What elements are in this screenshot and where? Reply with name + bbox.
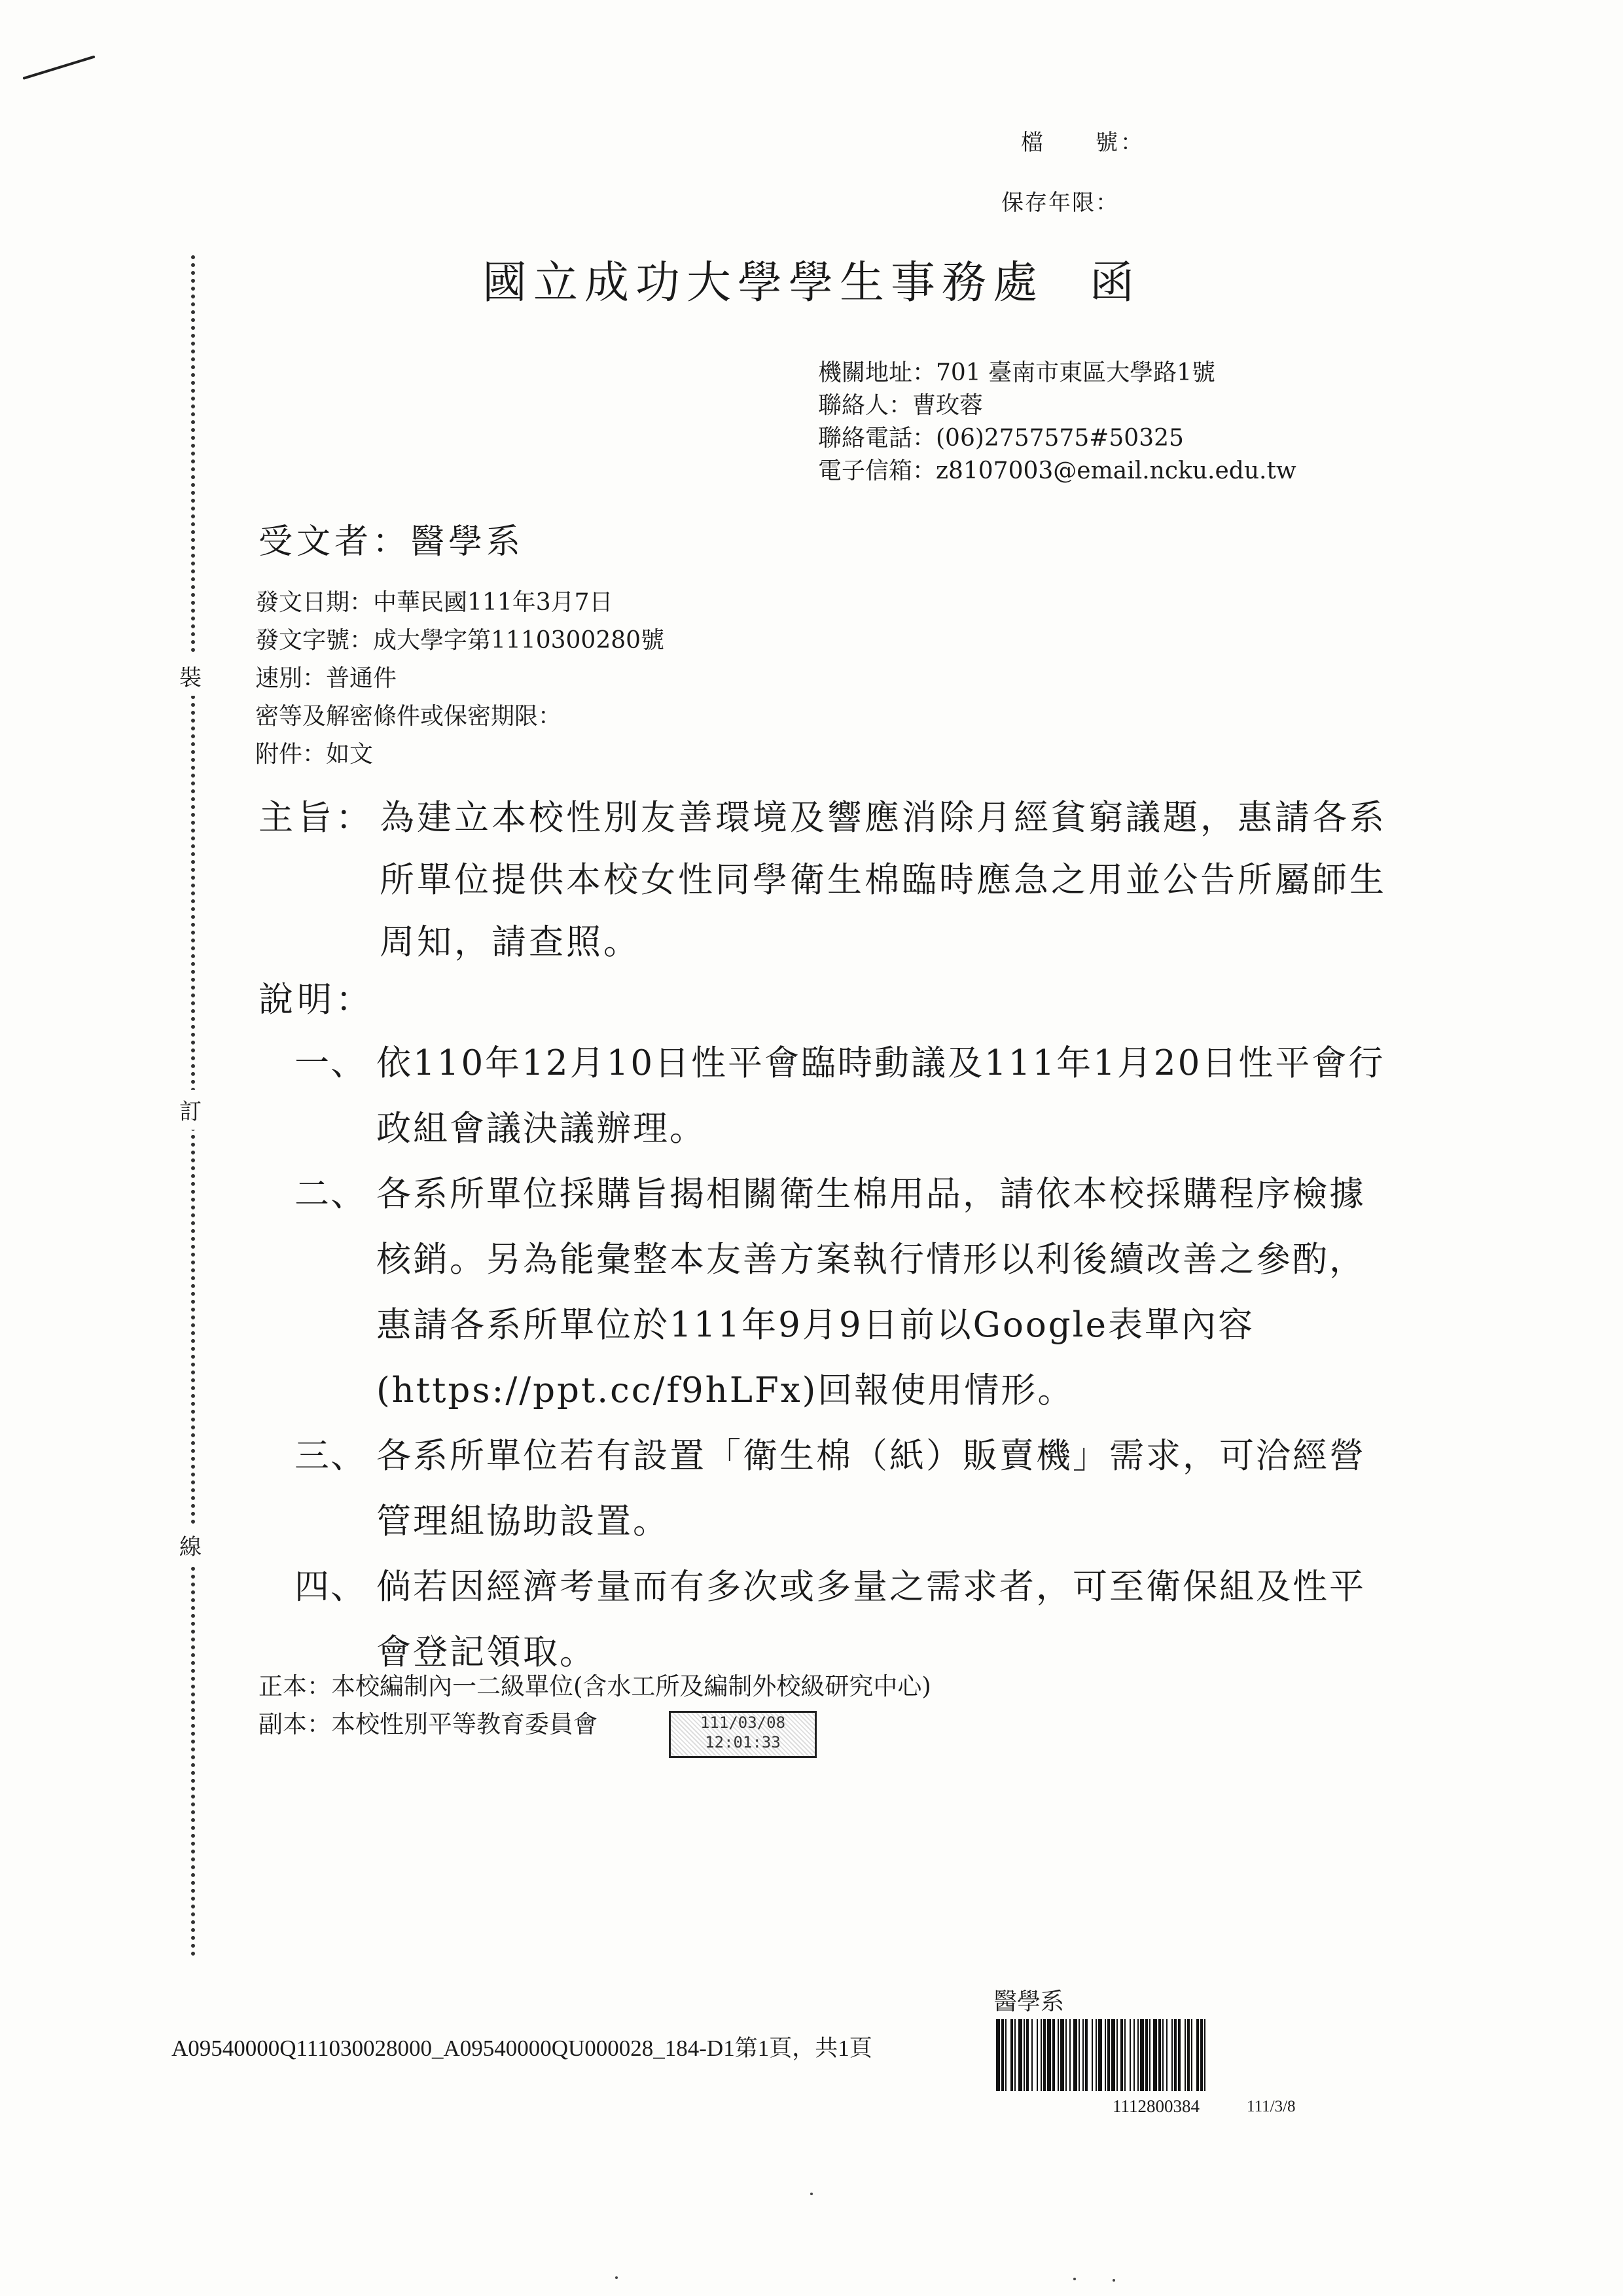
page-indicator: 第1頁，共1頁 xyxy=(734,2036,872,2061)
secrecy-level: 密等及解密條件或保密期限： xyxy=(255,703,562,730)
list-item xyxy=(294,1031,1400,1162)
barcode-bar xyxy=(1079,2019,1080,2091)
dispatch-meta xyxy=(255,584,664,774)
received-date-stamp xyxy=(669,1711,817,1758)
item-text: 各系所單位若有設置「衛生棉（紙）販賣機」需求，可洽經營管理組協助設置。 xyxy=(376,1436,1366,1541)
barcode-bar xyxy=(1073,2019,1077,2091)
scan-speck xyxy=(810,2193,813,2195)
binding-mark-bind: 裝 xyxy=(179,656,202,696)
item-number: 二、 xyxy=(294,1174,366,1214)
barcode-number: 1112800384 xyxy=(1113,2096,1200,2116)
barcode-bar xyxy=(1096,2019,1097,2091)
barcode-bar xyxy=(1060,2019,1064,2091)
barcode-bar xyxy=(1200,2019,1203,2091)
barcode-bar xyxy=(1018,2019,1022,2091)
contact-email: 電子信箱：z8107003@email.ncku.edu.tw xyxy=(818,457,1296,484)
list-item xyxy=(294,1554,1400,1685)
file-number-label: 檔 號： xyxy=(1021,130,1145,156)
copy-recipients: 副本：本校性別平等教育委員會 xyxy=(259,1710,597,1738)
pen-mark xyxy=(22,55,95,79)
barcode-bar xyxy=(1026,2019,1029,2091)
barcode-bar xyxy=(1187,2019,1190,2091)
barcode-bar xyxy=(1196,2019,1199,2091)
barcode-bar xyxy=(1092,2019,1093,2091)
barcode-bar xyxy=(1005,2019,1007,2091)
contact-address: 機關地址：701 臺南市東區大學路1號 xyxy=(818,359,1216,386)
issuing-organization: 國立成功大學學生事務處 xyxy=(482,257,1044,309)
barcode-bar xyxy=(1137,2019,1139,2091)
barcode-bar xyxy=(1120,2019,1123,2091)
retention-period-label: 保存年限： xyxy=(1001,190,1119,216)
list-item xyxy=(294,1424,1400,1554)
barcode-bar xyxy=(1124,2019,1126,2091)
barcode-bar xyxy=(1149,2019,1150,2091)
issue-date: 發文日期：中華民國111年3月7日 xyxy=(255,589,613,616)
barcode-bar xyxy=(1140,2019,1144,2091)
attachment: 附件：如文 xyxy=(255,741,374,768)
footer-document-code xyxy=(171,2030,872,2063)
binding-mark-line: 線 xyxy=(179,1525,202,1565)
barcode-bar xyxy=(1191,2019,1192,2091)
barcode-bar xyxy=(1185,2019,1186,2091)
item-text: 依110年12月10日性平會臨時動議及111年1月20日性平會行政組會議決議辦理。 xyxy=(376,1043,1385,1149)
barcode-bar xyxy=(1001,2019,1004,2091)
subject-label: 主旨： xyxy=(259,798,374,838)
item-text: 各系所單位採購旨揭相關衛生棉用品，請依本校採購程序檢據核銷。另為能彙整本友善方案執行情形以利後續改善之參酌，惠請各系所單位於111年9月9日前以Google表單內容(https://ppt.cc/f9hLFx)回報使用情形。 xyxy=(376,1174,1366,1410)
barcode-bar xyxy=(1107,2019,1110,2091)
distribution-list xyxy=(259,1668,931,1744)
barcode-bar xyxy=(1162,2019,1164,2091)
barcode-bar xyxy=(1098,2019,1102,2091)
item-number: 一、 xyxy=(294,1043,366,1083)
barcode-bar xyxy=(1111,2019,1115,2091)
item-number: 三、 xyxy=(294,1436,366,1476)
barcode-bar xyxy=(1153,2019,1157,2091)
barcode-bar xyxy=(996,2019,1000,2091)
scan-speck xyxy=(1073,2278,1076,2280)
barcode-bar xyxy=(1158,2019,1161,2091)
barcode-bar xyxy=(1130,2019,1131,2091)
barcode-bar xyxy=(1043,2019,1046,2091)
recipient: 受文者：醫學系 xyxy=(259,522,525,562)
barcode-bar xyxy=(1010,2019,1013,2091)
item-number: 四、 xyxy=(294,1567,366,1607)
barcode-bar xyxy=(1105,2019,1106,2091)
barcode-date: 111/3/8 xyxy=(1247,2098,1296,2115)
barcode-bar xyxy=(1166,2019,1168,2091)
barcode-bar xyxy=(1178,2019,1181,2091)
scan-speck xyxy=(1113,2279,1115,2282)
barcode-bar xyxy=(1085,2019,1088,2091)
stamp-time: 12:01:33 xyxy=(705,1733,781,1751)
scan-speck xyxy=(615,2276,618,2279)
item-text: 倘若因經濟考量而有多次或多量之需求者，可至衛保組及性平會登記領取。 xyxy=(376,1567,1366,1672)
contact-block xyxy=(818,357,1296,488)
barcode-bar xyxy=(1145,2019,1148,2091)
barcode-bar xyxy=(1031,2019,1033,2091)
barcode-bar xyxy=(1037,2019,1038,2091)
barcode-bar xyxy=(1058,2019,1059,2091)
document-code: A09540000Q111030028000_A09540000QU000028_184-D1 xyxy=(171,2036,735,2061)
binding-mark-staple: 訂 xyxy=(179,1090,202,1130)
barcode-bar xyxy=(1174,2019,1177,2091)
barcode-bar xyxy=(1133,2019,1135,2091)
list-item xyxy=(294,1162,1400,1424)
barcode-bar xyxy=(1171,2019,1173,2091)
delivery-speed: 速別：普通件 xyxy=(255,665,397,692)
barcode-bar xyxy=(1014,2019,1016,2091)
barcode-bar xyxy=(1116,2019,1118,2091)
document-kind: 函 xyxy=(1090,257,1141,309)
barcode-bar xyxy=(1204,2019,1205,2091)
barcode-bar xyxy=(1052,2019,1055,2091)
barcode-bar xyxy=(1024,2019,1025,2091)
barcode-bar xyxy=(1065,2019,1067,2091)
barcode-bar xyxy=(1047,2019,1051,2091)
contact-phone: 聯絡電話：(06)2757575#50325 xyxy=(818,425,1184,452)
reference-number: 發文字號：成大學字第1110300280號 xyxy=(255,627,665,654)
barcode-bar xyxy=(1082,2019,1084,2091)
explanation-label: 說明： xyxy=(259,980,374,1020)
subject-text: 為建立本校性別友善環境及響應消除月經貧窮議題，惠請各系所單位提供本校女性同學衛生棉臨時應急之用並公告所屬師生周知，請查照。 xyxy=(380,798,1387,962)
contact-person: 聯絡人：曹玫蓉 xyxy=(818,392,984,419)
document-title xyxy=(0,247,1623,311)
explanation-list xyxy=(294,1031,1400,1685)
stamp-date: 111/03/08 xyxy=(700,1713,786,1732)
original-recipients: 正本：本校編制內一二級單位(含水工所及編制外校級研究中心) xyxy=(259,1672,931,1700)
barcode-department: 醫學系 xyxy=(993,1988,1065,2015)
barcode xyxy=(995,2019,1345,2091)
barcode-bar xyxy=(1069,2019,1071,2091)
barcode-bar xyxy=(1041,2019,1042,2091)
